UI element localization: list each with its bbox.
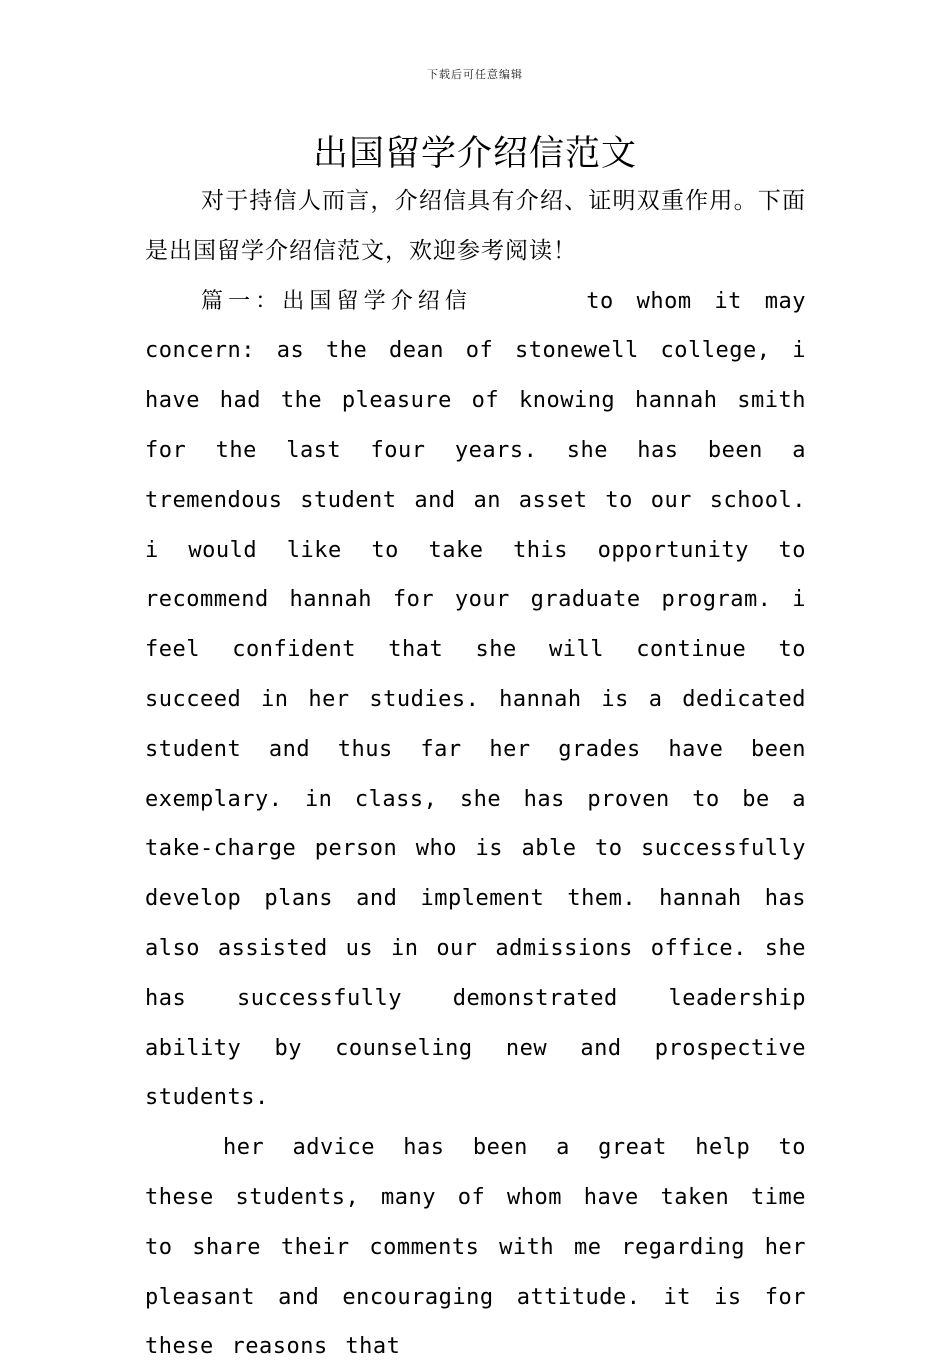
document-body <box>145 177 806 1372</box>
letter-paragraph-1 <box>145 277 806 1124</box>
intro-paragraph: 对于持信人而言，介绍信具有介绍、证明双重作用。下面是出国留学介绍信范文，欢迎参考阅读！ <box>145 188 806 264</box>
page-header-note: 下载后可任意编辑 <box>427 68 523 81</box>
letter-paragraph-1-text: to whom it may concern: as the dean of stonewell college, i have had the pleasure of knowing hannah smith for the last four years. she has been a tremendous student and an asset to our school. i would like to take this opportunity to recommend hannah for your graduate program. i feel confident that she will continue to succeed in her studies. hannah is a dedicated student and thus far her grades have been exemplary. in class, she has proven to be a take-charge person who is able to successfully develop plans and implement them. hannah has also assisted us in our admissions office. she has successfully demonstrated leadership ability by counseling new and prospective students. <box>145 288 806 1111</box>
letter-paragraph-2: her advice has been a great help to these students, many of whom have taken time to share their comments with me regarding her pleasant and encouraging attitude. it is for these reasons that <box>145 1135 806 1360</box>
section-label: 篇一：出国留学介绍信 <box>201 288 473 314</box>
document-title: 出国留学介绍信范文 <box>312 134 637 174</box>
